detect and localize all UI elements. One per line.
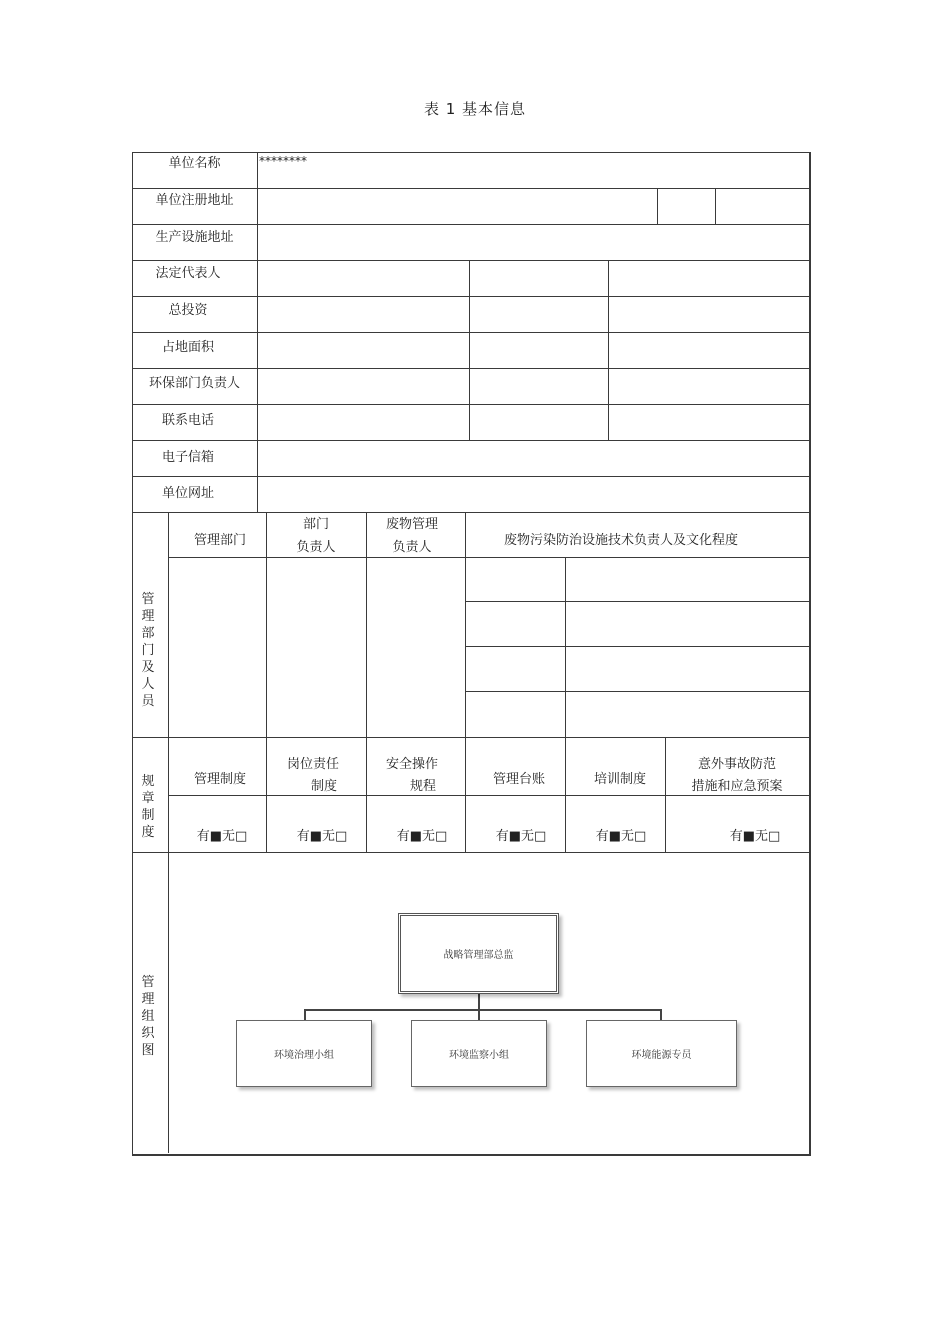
col-dept-head-line2: 负责人 (296, 540, 336, 555)
unit-name-label: 单位名称 (168, 156, 221, 171)
rule-line2: 制度 (310, 779, 337, 794)
phone-label: 联系电话 (161, 413, 214, 428)
env-head-label: 环保部门负责人 (148, 376, 240, 391)
org-child-label: 环境治理小组 (274, 1050, 334, 1061)
rule-status[interactable]: 有■无□ (296, 829, 348, 844)
land-area-label: 占地面积 (161, 340, 214, 355)
rule-line1: 管理制度 (193, 772, 246, 787)
org-top-label: 战略管理部总监 (443, 950, 514, 961)
rule-line2: 措施和应急预案 (691, 779, 783, 794)
org-child-node (586, 1020, 737, 1087)
rule-line1: 岗位责任 (286, 757, 339, 772)
col-dept-head-line1: 部门 (302, 517, 329, 532)
rule-line1: 安全操作 (385, 757, 438, 772)
total-investment-label: 总投资 (168, 303, 208, 318)
email-label: 电子信箱 (161, 450, 214, 465)
org-child-node (411, 1020, 547, 1087)
rule-line1: 培训制度 (593, 772, 646, 787)
rule-line1: 管理台账 (492, 772, 545, 787)
facility-address-label: 生产设施地址 (155, 230, 234, 245)
col-waste-head-line1: 废物管理 (385, 517, 438, 532)
org-section-label: 管理组织图 (141, 975, 155, 1058)
org-child-label: 环境监察小组 (449, 1050, 509, 1061)
rule-line1: 意外事故防范 (697, 757, 776, 772)
reg-address-label: 单位注册地址 (155, 193, 234, 208)
rule-line2: 规程 (409, 779, 436, 794)
col-tech-header: 废物污染防治设施技术负责人及文化程度 (503, 533, 738, 548)
unit-name-value: ******** (259, 154, 307, 168)
col-dept-header: 管理部门 (193, 533, 246, 548)
org-top-node (398, 913, 559, 994)
col-waste-head-line2: 负责人 (392, 540, 432, 555)
legal-rep-label: 法定代表人 (155, 266, 221, 281)
rule-status[interactable]: 有■无□ (495, 829, 547, 844)
rule-status[interactable]: 有■无□ (396, 829, 448, 844)
rule-status[interactable]: 有■无□ (196, 829, 248, 844)
website-label: 单位网址 (161, 486, 214, 501)
page-title: 表 1 基本信息 (423, 100, 527, 118)
rule-status[interactable]: 有■无□ (729, 829, 781, 844)
org-child-label: 环境能源专员 (631, 1050, 692, 1061)
org-child-node (236, 1020, 372, 1087)
mgmt-section-label: 管理部门及人员 (141, 592, 155, 709)
rules-section-label: 规章制度 (141, 774, 155, 840)
rule-status[interactable]: 有■无□ (595, 829, 647, 844)
